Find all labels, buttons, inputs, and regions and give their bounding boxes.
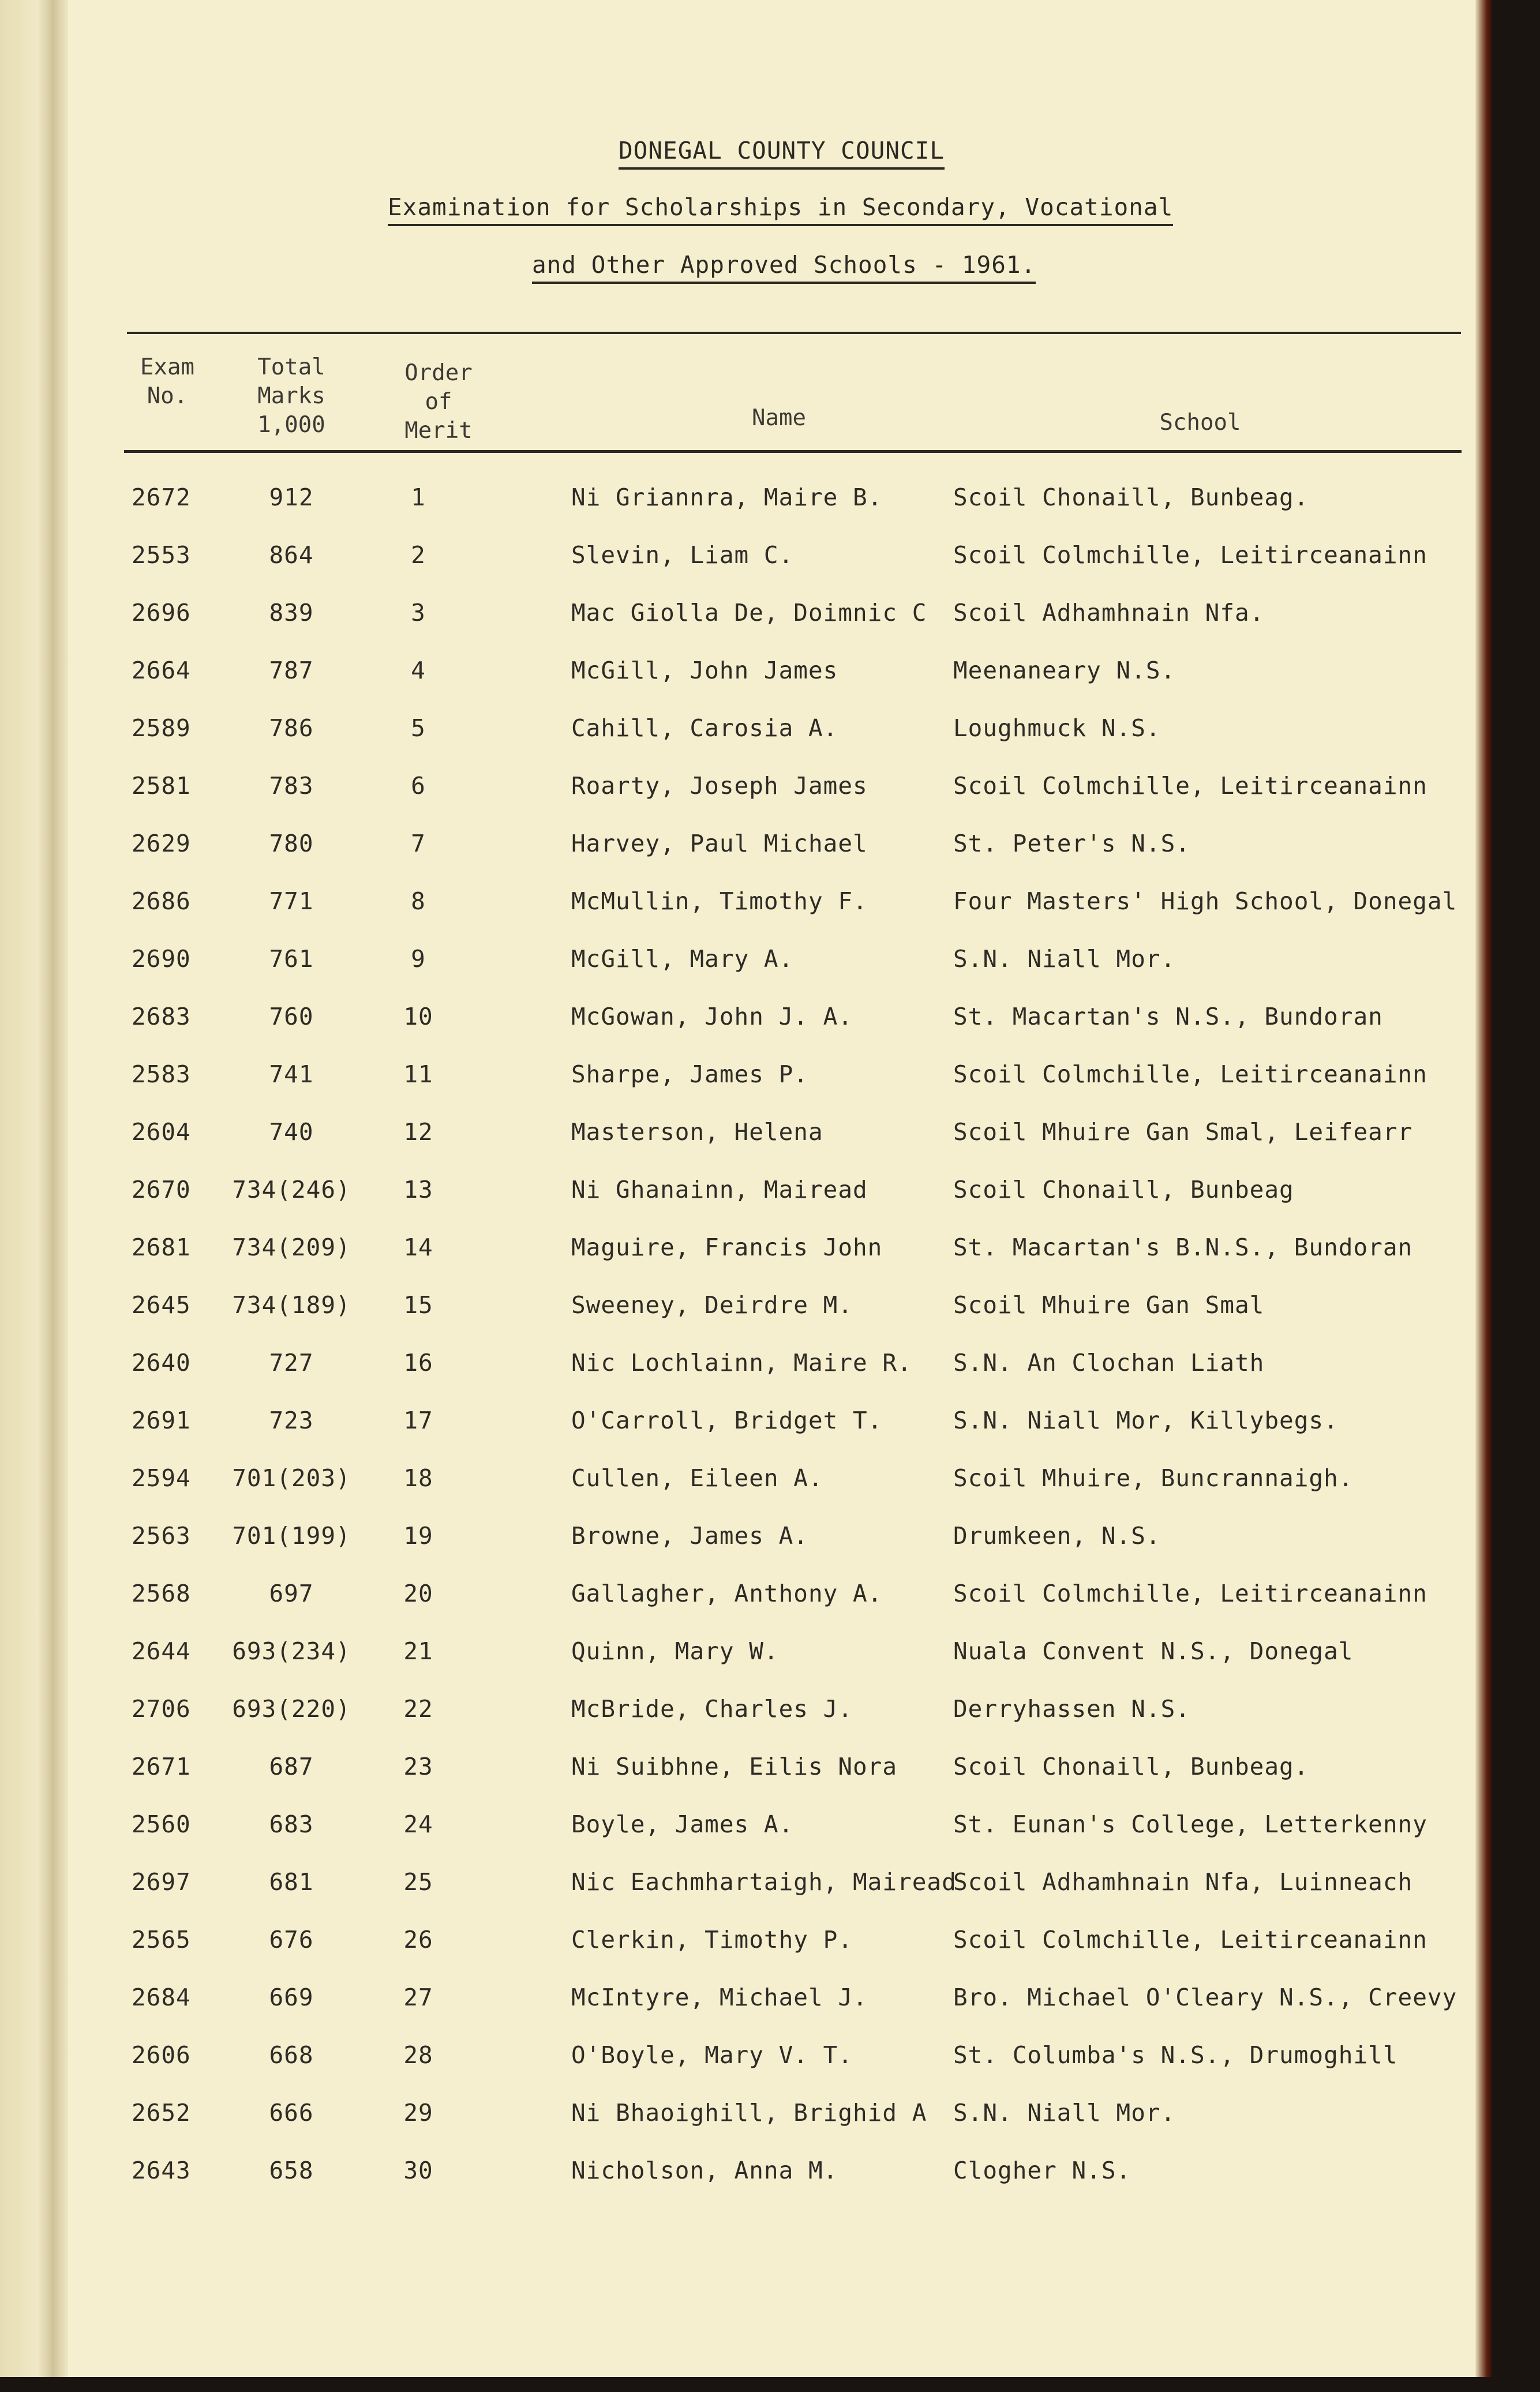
school-cell: Scoil Chonaill, Bunbeag <box>953 1176 1294 1204</box>
exam-no-cell: 2606 <box>132 2041 191 2069</box>
total-marks-cell: 701(199) <box>232 1522 351 1550</box>
name-cell: Masterson, Helena <box>571 1118 823 1146</box>
col-header-name: Name <box>752 405 806 431</box>
total-marks-cell: 760 <box>269 1003 314 1030</box>
total-marks-cell: 697 <box>269 1580 314 1607</box>
total-marks-cell: 668 <box>269 2041 314 2069</box>
school-cell: S.N. An Clochan Liath <box>953 1349 1265 1377</box>
exam-no-cell: 2644 <box>132 1637 191 1665</box>
table-row <box>0 830 1492 887</box>
school-cell: S.N. Niall Mor. <box>953 2099 1176 2127</box>
school-cell: Scoil Colmchille, Leitirceanainn <box>953 541 1427 569</box>
table-row <box>0 1984 1492 2041</box>
school-cell: Scoil Chonaill, Bunbeag. <box>953 1753 1309 1780</box>
exam-no-cell: 2690 <box>132 945 191 973</box>
total-marks-cell: 740 <box>269 1118 314 1146</box>
name-cell: Nic Lochlainn, Maire R. <box>571 1349 912 1377</box>
exam-no-cell: 2640 <box>132 1349 191 1377</box>
name-cell: Nicholson, Anna M. <box>571 2157 838 2184</box>
name-cell: Cahill, Carosia A. <box>571 714 838 742</box>
name-cell: Maguire, Francis John <box>571 1234 883 1261</box>
name-cell: McIntyre, Michael J. <box>571 1984 868 2011</box>
order-of-merit-cell: 27 <box>403 1984 433 2011</box>
school-cell: S.N. Niall Mor, Killybegs. <box>953 1407 1339 1434</box>
table-row <box>0 541 1492 599</box>
table-row <box>0 1349 1492 1407</box>
table-row <box>0 657 1492 714</box>
name-cell: Sweeney, Deirdre M. <box>571 1291 853 1319</box>
total-marks-cell: 734(246) <box>232 1176 351 1204</box>
name-cell: McMullin, Timothy F. <box>571 887 868 915</box>
table-row <box>0 1580 1492 1637</box>
total-marks-cell: 727 <box>269 1349 314 1377</box>
name-cell: Gallagher, Anthony A. <box>571 1580 883 1607</box>
school-cell: Scoil Mhuire Gan Smal <box>953 1291 1265 1319</box>
exam-no-cell: 2664 <box>132 657 191 684</box>
total-marks-cell: 787 <box>269 657 314 684</box>
school-cell: Scoil Colmchille, Leitirceanainn <box>953 1580 1427 1607</box>
school-cell: Scoil Adhamhnain Nfa, Luinneach <box>953 1868 1413 1896</box>
order-of-merit-cell: 3 <box>411 599 426 627</box>
col-header-total-marks: Total Marks 1,000 <box>257 354 325 438</box>
table-top-rule <box>127 332 1461 334</box>
table-row <box>0 1176 1492 1234</box>
table-row <box>0 1464 1492 1522</box>
table-row <box>0 1522 1492 1580</box>
order-of-merit-cell: 21 <box>403 1637 433 1665</box>
total-marks-cell: 681 <box>269 1868 314 1896</box>
exam-no-cell: 2568 <box>132 1580 191 1607</box>
exam-no-cell: 2671 <box>132 1753 191 1780</box>
name-cell: McGill, John James <box>571 657 838 684</box>
table-row <box>0 1926 1492 1984</box>
exam-no-cell: 2686 <box>132 887 191 915</box>
name-cell: McGill, Mary A. <box>571 945 794 973</box>
exam-no-cell: 2594 <box>132 1464 191 1492</box>
total-marks-cell: 734(189) <box>232 1291 351 1319</box>
order-of-merit-cell: 29 <box>403 2099 433 2127</box>
table-row <box>0 1753 1492 1810</box>
total-marks-cell: 864 <box>269 541 314 569</box>
examination-subtitle: and Other Approved Schools - 1961. <box>532 251 1036 284</box>
school-cell: St. Eunan's College, Letterkenny <box>953 1810 1427 1838</box>
table-row <box>0 599 1492 657</box>
table-row <box>0 2041 1492 2099</box>
examination-title: Examination for Scholarships in Secondary, Vocational <box>388 193 1173 226</box>
order-of-merit-cell: 30 <box>403 2157 433 2184</box>
exam-no-cell: 2683 <box>132 1003 191 1030</box>
table-row <box>0 887 1492 945</box>
school-cell: Clogher N.S. <box>953 2157 1131 2184</box>
school-cell: St. Peter's N.S. <box>953 830 1190 857</box>
total-marks-cell: 683 <box>269 1810 314 1838</box>
total-marks-cell: 658 <box>269 2157 314 2184</box>
name-cell: Ni Bhaoighill, Brighid A <box>571 2099 927 2127</box>
order-of-merit-cell: 8 <box>411 887 426 915</box>
order-of-merit-cell: 25 <box>403 1868 433 1896</box>
order-of-merit-cell: 14 <box>403 1234 433 1261</box>
col-header-order-of-merit: Order of Merit <box>404 360 473 444</box>
total-marks-cell: 839 <box>269 599 314 627</box>
table-row <box>0 1234 1492 1291</box>
exam-no-cell: 2643 <box>132 2157 191 2184</box>
total-marks-cell: 734(209) <box>232 1234 351 1261</box>
table-header-rule <box>124 450 1462 453</box>
total-marks-cell: 666 <box>269 2099 314 2127</box>
table-row <box>0 2099 1492 2157</box>
table-row <box>0 772 1492 830</box>
exam-no-cell: 2697 <box>132 1868 191 1896</box>
name-cell: Sharpe, James P. <box>571 1060 808 1088</box>
exam-no-cell: 2560 <box>132 1810 191 1838</box>
exam-no-cell: 2652 <box>132 2099 191 2127</box>
exam-no-cell: 2670 <box>132 1176 191 1204</box>
exam-no-cell: 2684 <box>132 1984 191 2011</box>
name-cell: Ni Suibhne, Eilis Nora <box>571 1753 898 1780</box>
table-row <box>0 1637 1492 1695</box>
school-cell: St. Macartan's N.S., Bundoran <box>953 1003 1383 1030</box>
name-cell: Mac Giolla De, Doimnic C <box>571 599 927 627</box>
name-cell: O'Boyle, Mary V. T. <box>571 2041 853 2069</box>
total-marks-cell: 741 <box>269 1060 314 1088</box>
table-row <box>0 1060 1492 1118</box>
school-cell: St. Columba's N.S., Drumoghill <box>953 2041 1398 2069</box>
school-cell: Scoil Colmchille, Leitirceanainn <box>953 772 1427 800</box>
exam-no-cell: 2589 <box>132 714 191 742</box>
school-cell: St. Macartan's B.N.S., Bundoran <box>953 1234 1413 1261</box>
school-cell: S.N. Niall Mor. <box>953 945 1176 973</box>
name-cell: Cullen, Eileen A. <box>571 1464 823 1492</box>
col-header-school: School <box>1159 410 1241 436</box>
school-cell: Four Masters' High School, Donegal <box>953 887 1457 915</box>
table-row <box>0 2157 1492 2214</box>
table-row <box>0 1118 1492 1176</box>
name-cell: McGowan, John J. A. <box>571 1003 853 1030</box>
school-cell: Scoil Colmchille, Leitirceanainn <box>953 1060 1427 1088</box>
school-cell: Nuala Convent N.S., Donegal <box>953 1637 1354 1665</box>
exam-no-cell: 2696 <box>132 599 191 627</box>
total-marks-cell: 723 <box>269 1407 314 1434</box>
exam-no-cell: 2604 <box>132 1118 191 1146</box>
table-row <box>0 1291 1492 1349</box>
order-of-merit-cell: 23 <box>403 1753 433 1780</box>
total-marks-cell: 669 <box>269 1984 314 2011</box>
school-cell: Scoil Adhamhnain Nfa. <box>953 599 1265 627</box>
order-of-merit-cell: 12 <box>403 1118 433 1146</box>
order-of-merit-cell: 5 <box>411 714 426 742</box>
school-cell: Scoil Chonaill, Bunbeag. <box>953 483 1309 511</box>
col-header-exam-no: Exam No. <box>140 354 194 409</box>
order-of-merit-cell: 13 <box>403 1176 433 1204</box>
total-marks-cell: 693(220) <box>232 1695 351 1723</box>
exam-no-cell: 2645 <box>132 1291 191 1319</box>
total-marks-cell: 701(203) <box>232 1464 351 1492</box>
name-cell: Clerkin, Timothy P. <box>571 1926 853 1954</box>
table-row <box>0 1810 1492 1868</box>
order-of-merit-cell: 16 <box>403 1349 433 1377</box>
table-row <box>0 945 1492 1003</box>
name-cell: O'Carroll, Bridget T. <box>571 1407 883 1434</box>
order-of-merit-cell: 17 <box>403 1407 433 1434</box>
school-cell: Drumkeen, N.S. <box>953 1522 1161 1550</box>
order-of-merit-cell: 6 <box>411 772 426 800</box>
school-cell: Bro. Michael O'Cleary N.S., Creevy <box>953 1984 1457 2011</box>
school-cell: Derryhassen N.S. <box>953 1695 1190 1723</box>
exam-no-cell: 2691 <box>132 1407 191 1434</box>
school-cell: Scoil Colmchille, Leitirceanainn <box>953 1926 1427 1954</box>
total-marks-cell: 676 <box>269 1926 314 1954</box>
school-cell: Meenaneary N.S. <box>953 657 1176 684</box>
exam-no-cell: 2681 <box>132 1234 191 1261</box>
total-marks-cell: 693(234) <box>232 1637 351 1665</box>
order-of-merit-cell: 2 <box>411 541 426 569</box>
school-cell: Scoil Mhuire, Buncrannaigh. <box>953 1464 1354 1492</box>
order-of-merit-cell: 1 <box>411 483 426 511</box>
exam-no-cell: 2565 <box>132 1926 191 1954</box>
exam-no-cell: 2563 <box>132 1522 191 1550</box>
exam-no-cell: 2672 <box>132 483 191 511</box>
name-cell: Ni Ghanainn, Mairead <box>571 1176 868 1204</box>
order-of-merit-cell: 10 <box>403 1003 433 1030</box>
order-of-merit-cell: 9 <box>411 945 426 973</box>
name-cell: Quinn, Mary W. <box>571 1637 779 1665</box>
table-row <box>0 1695 1492 1753</box>
total-marks-cell: 786 <box>269 714 314 742</box>
order-of-merit-cell: 20 <box>403 1580 433 1607</box>
name-cell: Ni Griannra, Maire B. <box>571 483 883 511</box>
table-row <box>0 483 1492 541</box>
exam-no-cell: 2629 <box>132 830 191 857</box>
total-marks-cell: 783 <box>269 772 314 800</box>
exam-no-cell: 2553 <box>132 541 191 569</box>
table-row <box>0 1003 1492 1060</box>
table-row <box>0 1868 1492 1926</box>
order-of-merit-cell: 18 <box>403 1464 433 1492</box>
order-of-merit-cell: 19 <box>403 1522 433 1550</box>
order-of-merit-cell: 26 <box>403 1926 433 1954</box>
name-cell: Browne, James A. <box>571 1522 808 1550</box>
table-row <box>0 1407 1492 1464</box>
order-of-merit-cell: 22 <box>403 1695 433 1723</box>
name-cell: Harvey, Paul Michael <box>571 830 868 857</box>
council-title: DONEGAL COUNTY COUNCIL <box>619 137 945 170</box>
name-cell: Roarty, Joseph James <box>571 772 868 800</box>
order-of-merit-cell: 28 <box>403 2041 433 2069</box>
order-of-merit-cell: 15 <box>403 1291 433 1319</box>
name-cell: Boyle, James A. <box>571 1810 794 1838</box>
school-cell: Scoil Mhuire Gan Smal, Leifearr <box>953 1118 1413 1146</box>
order-of-merit-cell: 24 <box>403 1810 433 1838</box>
order-of-merit-cell: 4 <box>411 657 426 684</box>
order-of-merit-cell: 7 <box>411 830 426 857</box>
name-cell: Slevin, Liam C. <box>571 541 794 569</box>
exam-no-cell: 2581 <box>132 772 191 800</box>
total-marks-cell: 761 <box>269 945 314 973</box>
name-cell: McBride, Charles J. <box>571 1695 853 1723</box>
total-marks-cell: 912 <box>269 483 314 511</box>
total-marks-cell: 780 <box>269 830 314 857</box>
name-cell: Nic Eachmhartaigh, Mairead <box>571 1868 957 1896</box>
total-marks-cell: 771 <box>269 887 314 915</box>
exam-no-cell: 2583 <box>132 1060 191 1088</box>
total-marks-cell: 687 <box>269 1753 314 1780</box>
exam-no-cell: 2706 <box>132 1695 191 1723</box>
order-of-merit-cell: 11 <box>403 1060 433 1088</box>
school-cell: Loughmuck N.S. <box>953 714 1161 742</box>
table-row <box>0 714 1492 772</box>
